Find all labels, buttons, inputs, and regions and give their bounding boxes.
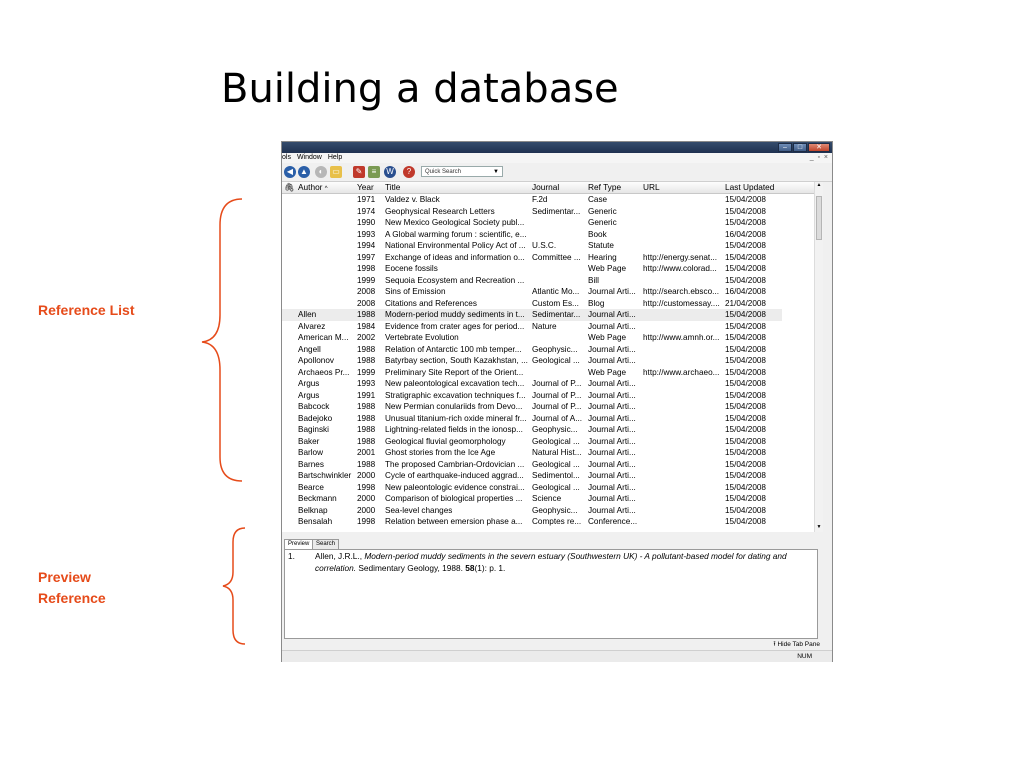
cell-last-updated: 15/04/2008	[725, 379, 766, 388]
preview-authors: Allen, J.R.L.,	[315, 551, 363, 561]
cell-title: Relation between emersion phase a...	[385, 517, 523, 526]
table-row[interactable]	[282, 459, 782, 471]
cell-ref-type: Journal Arti...	[588, 287, 636, 296]
table-row[interactable]	[282, 344, 782, 356]
cell-title: Modern-period muddy sediments in t...	[385, 310, 525, 319]
menu-bar	[282, 153, 832, 163]
cell-year: 2008	[357, 298, 376, 308]
cell-last-updated: 15/04/2008	[725, 471, 766, 480]
cell-journal: Natural Hist...	[532, 448, 582, 457]
cell-ref-type: Conference...	[588, 517, 638, 526]
cell-year: 2002	[357, 333, 376, 342]
cell-author: Allen	[298, 310, 317, 319]
cell-year: 1988	[357, 459, 376, 469]
cell-url: http://customessay....	[643, 298, 720, 308]
cell-title: Valdez v. Black	[385, 195, 440, 204]
table-row[interactable]	[282, 482, 782, 494]
cell-author: Archaeos Pr...	[298, 367, 350, 377]
cell-journal: Journal of A...	[532, 413, 583, 423]
cell-last-updated: 15/04/2008	[725, 517, 766, 526]
cell-year: 2000	[357, 471, 376, 480]
cell-title: Vertebrate Evolution	[385, 333, 459, 342]
cell-last-updated: 16/04/2008	[725, 229, 766, 239]
cell-url: http://www.amnh.or...	[643, 333, 720, 342]
cell-ref-type: Journal Arti...	[588, 321, 636, 331]
preview-number: 1.	[288, 551, 295, 561]
menu-help[interactable]: Help	[327, 154, 343, 161]
cell-journal: Geophysic...	[532, 425, 578, 434]
cell-journal: Geological ...	[532, 482, 580, 492]
cell-title: Lightning-related fields in the ionosp...	[385, 425, 523, 434]
scroll-up-icon[interactable]: ▲	[816, 182, 822, 188]
reference-list-brace	[196, 195, 246, 485]
cell-title: Cycle of earthquake-induced aggrad...	[385, 471, 524, 480]
cell-year: 1998	[357, 264, 376, 273]
cell-url: http://search.ebsco...	[643, 287, 720, 296]
cell-url: http://energy.senat...	[643, 252, 718, 262]
cell-last-updated: 15/04/2008	[725, 321, 766, 331]
scroll-thumb[interactable]	[816, 196, 822, 240]
table-row[interactable]	[282, 240, 782, 252]
cell-year: 1988	[357, 344, 376, 354]
cell-year: 1997	[357, 252, 376, 262]
cell-year: 1988	[357, 425, 376, 434]
table-row[interactable]	[282, 413, 782, 425]
cell-author: Argus	[298, 390, 320, 400]
cell-journal: F.2d	[532, 195, 548, 204]
cell-last-updated: 15/04/2008	[725, 241, 766, 250]
cell-ref-type: Journal Arti...	[588, 448, 636, 457]
cell-year: 1991	[357, 390, 376, 400]
cell-title: Citations and References	[385, 298, 477, 308]
cell-author: Beckmann	[298, 494, 337, 503]
table-row[interactable]	[282, 516, 782, 528]
table-row[interactable]	[282, 252, 782, 264]
cell-title: Unusual titanium-rich oxide mineral fr...	[385, 413, 527, 423]
cell-title: The proposed Cambrian-Ordovician ...	[385, 459, 525, 469]
cell-ref-type: Web Page	[588, 264, 627, 273]
cell-title: National Environmental Policy Act of ...	[385, 241, 526, 250]
cell-ref-type: Statute	[588, 241, 614, 250]
preview-journal: Sedimentary Geology, 1988.	[358, 562, 463, 573]
table-row[interactable]	[282, 286, 782, 298]
cell-last-updated: 15/04/2008	[725, 482, 766, 492]
cell-year: 1988	[357, 413, 376, 423]
cell-title: A Global warming forum : scientific, e...	[385, 229, 527, 239]
cell-last-updated: 15/04/2008	[725, 264, 766, 273]
cell-title: Batyrbay section, South Kazakhstan, ...	[385, 356, 528, 365]
preview-volume: 58	[465, 562, 475, 573]
menu-tools[interactable]: ols	[282, 154, 291, 161]
cell-title: Sins of Emission	[385, 287, 446, 296]
attachment-column-icon[interactable]: 🖇	[284, 182, 295, 192]
cell-author: Angell	[298, 344, 321, 354]
tab-search[interactable]: Search	[312, 539, 339, 550]
cell-ref-type: Journal Arti...	[588, 494, 636, 503]
close-button[interactable]: ✕	[808, 143, 830, 152]
cell-ref-type: Generic	[588, 206, 617, 216]
cell-title: New Permian conulariids from Devo...	[385, 402, 523, 411]
cell-year: 1993	[357, 379, 376, 388]
cell-title: New paleontological excavation tech...	[385, 379, 525, 388]
cell-ref-type: Journal Arti...	[588, 505, 636, 515]
table-row[interactable]	[282, 505, 782, 517]
preview-issue-pages: (1): p. 1.	[474, 562, 506, 573]
cell-year: 1971	[357, 195, 376, 204]
cell-ref-type: Journal Arti...	[588, 425, 636, 434]
format-bibliography-icon[interactable]: ≡	[368, 166, 380, 178]
table-row[interactable]	[282, 263, 782, 275]
minimize-button[interactable]: –	[778, 143, 792, 152]
column-header-last-updated[interactable]: Last Updated	[725, 182, 775, 192]
preview-reference-brace	[219, 526, 249, 648]
cell-year: 2008	[357, 287, 376, 296]
column-header-title[interactable]: Title	[385, 182, 401, 192]
cell-last-updated: 15/04/2008	[725, 425, 766, 434]
table-row[interactable]	[282, 206, 782, 218]
cell-last-updated: 15/04/2008	[725, 252, 766, 262]
chevron-down-icon: ▼	[493, 169, 499, 175]
help-icon[interactable]: ?	[403, 166, 415, 178]
table-row[interactable]	[282, 401, 782, 413]
reference-list-header	[282, 182, 822, 194]
table-row[interactable]	[282, 424, 782, 436]
preview-reference-label-line2: Reference	[38, 590, 106, 606]
cell-journal: Geological ...	[532, 356, 580, 365]
table-row[interactable]	[282, 367, 782, 379]
cell-title: Exchange of ideas and information o...	[385, 252, 525, 262]
cell-author: Baginski	[298, 425, 329, 434]
column-header-ref-type[interactable]: Ref Type	[588, 182, 622, 192]
preview-pane	[284, 549, 818, 639]
cell-ref-type: Journal Arti...	[588, 471, 636, 480]
cell-ref-type: Web Page	[588, 367, 627, 377]
cell-author: American M...	[298, 333, 349, 342]
reference-list	[282, 182, 822, 532]
table-row[interactable]	[282, 309, 782, 321]
cell-year: 1994	[357, 241, 376, 250]
cell-journal: Custom Es...	[532, 298, 579, 308]
word-icon[interactable]: W	[384, 166, 396, 178]
up-arrow-icon: ⭱	[773, 641, 776, 648]
cell-author: Barlow	[298, 448, 324, 457]
cell-ref-type: Blog	[588, 298, 605, 308]
cell-ref-type: Journal Arti...	[588, 402, 636, 411]
table-row[interactable]	[282, 321, 782, 333]
window-titlebar	[282, 142, 832, 153]
cell-last-updated: 15/04/2008	[725, 333, 766, 342]
cell-year: 1988	[357, 402, 376, 411]
cell-author: Bensalah	[298, 517, 333, 526]
cell-journal: Geophysic...	[532, 344, 578, 354]
cell-ref-type: Journal Arti...	[588, 379, 636, 388]
cell-year: 1988	[357, 310, 376, 319]
cell-journal: Sedimentol...	[532, 471, 580, 480]
cell-journal: Sedimentar...	[532, 310, 581, 319]
menu-window[interactable]: Window	[296, 154, 322, 161]
preview-reference-label	[38, 567, 106, 609]
cell-journal: Science	[532, 494, 562, 503]
cell-year: 1984	[357, 321, 376, 331]
cell-title: Evidence from crater ages for period...	[385, 321, 525, 331]
cell-journal: Geological ...	[532, 436, 580, 446]
cell-title: Eocene fossils	[385, 264, 438, 273]
cell-author: Baker	[298, 436, 320, 446]
table-row[interactable]	[282, 194, 782, 206]
table-row[interactable]	[282, 436, 782, 448]
cell-journal: Geophysic...	[532, 505, 578, 515]
table-row[interactable]	[282, 447, 782, 459]
cell-title: Ghost stories from the Ice Age	[385, 448, 496, 457]
table-row[interactable]	[282, 493, 782, 505]
mdi-controls[interactable]: _ ▫ ×	[809, 154, 828, 161]
cell-journal: Committee ...	[532, 252, 581, 262]
cell-author: Belknap	[298, 505, 328, 515]
cell-title: Geophysical Research Letters	[385, 206, 495, 216]
maximize-button[interactable]: □	[793, 143, 807, 152]
folder-icon[interactable]: ▭	[330, 166, 342, 178]
table-row[interactable]	[282, 298, 782, 310]
cell-ref-type: Journal Arti...	[588, 356, 636, 365]
cell-journal: Journal of P...	[532, 402, 582, 411]
cell-last-updated: 15/04/2008	[725, 494, 766, 503]
table-row[interactable]	[282, 470, 782, 482]
cell-last-updated: 15/04/2008	[725, 206, 766, 216]
cell-ref-type: Generic	[588, 218, 617, 227]
cell-last-updated: 15/04/2008	[725, 367, 766, 377]
table-row[interactable]	[282, 390, 782, 402]
cell-ref-type: Hearing	[588, 252, 617, 262]
cell-title: Sea-level changes	[385, 505, 453, 515]
column-header-author[interactable]: Author ^	[298, 182, 328, 192]
cell-ref-type: Journal Arti...	[588, 390, 636, 400]
cell-author: Bartschwinkler	[298, 471, 352, 480]
table-row[interactable]	[282, 332, 782, 344]
tab-preview[interactable]: Preview	[284, 539, 313, 550]
cell-year: 1988	[357, 356, 376, 365]
cell-title: Preliminary Site Report of the Orient...	[385, 367, 524, 377]
cell-title: Comparison of biological properties ...	[385, 494, 523, 503]
cell-journal: Geological ...	[532, 459, 580, 469]
cell-ref-type: Book	[588, 229, 607, 239]
cell-year: 1998	[357, 517, 376, 526]
table-row[interactable]	[282, 275, 782, 287]
cell-last-updated: 15/04/2008	[725, 448, 766, 457]
cell-last-updated: 15/04/2008	[725, 195, 766, 204]
column-header-journal[interactable]: Journal	[532, 182, 560, 192]
cell-author: Babcock	[298, 402, 330, 411]
cell-ref-type: Web Page	[588, 333, 627, 342]
toolbar	[282, 163, 832, 182]
cell-last-updated: 15/04/2008	[725, 356, 766, 365]
quick-search-dropdown[interactable]	[421, 166, 503, 177]
reference-list-label: Reference List	[38, 302, 135, 318]
cell-journal: Atlantic Mo...	[532, 287, 580, 296]
cell-title: Sequoia Ecosystem and Recreation ...	[385, 275, 525, 285]
cell-author: Alvarez	[298, 321, 326, 331]
hide-tab-pane-button[interactable]	[773, 640, 820, 650]
hide-tab-pane-label: Hide Tab Pane	[777, 641, 820, 648]
cell-year: 1990	[357, 218, 376, 227]
cell-url: http://www.archaeo...	[643, 367, 720, 377]
cell-year: 1999	[357, 367, 376, 377]
cell-year: 1993	[357, 229, 376, 239]
cell-last-updated: 21/04/2008	[725, 298, 766, 308]
status-bar	[282, 650, 832, 662]
cell-ref-type: Journal Arti...	[588, 413, 636, 423]
cell-title: New Mexico Geological Society publ...	[385, 218, 525, 227]
column-header-url[interactable]: URL	[643, 182, 660, 192]
preview-reference-label-line1: Preview	[38, 569, 91, 585]
num-lock-indicator: NUM	[797, 653, 812, 660]
cell-ref-type: Journal Arti...	[588, 459, 636, 469]
endnote-window	[281, 141, 833, 662]
cell-year: 1974	[357, 206, 376, 216]
cell-last-updated: 15/04/2008	[725, 275, 766, 285]
cell-year: 2000	[357, 494, 376, 503]
cell-title: Geological fluvial geomorphology	[385, 436, 506, 446]
slide-title: Building a database	[221, 66, 619, 112]
cell-year: 1998	[357, 482, 376, 492]
back-icon[interactable]: ◀	[284, 166, 296, 178]
insert-citation-icon[interactable]: ✎	[353, 166, 365, 178]
cell-journal: Journal of P...	[532, 390, 582, 400]
cell-title: Stratigraphic excavation techniques f...	[385, 390, 526, 400]
cell-journal: Journal of P...	[532, 379, 582, 388]
cell-ref-type: Case	[588, 195, 608, 204]
table-row[interactable]	[282, 217, 782, 229]
cell-title: New paleontologic evidence constrai...	[385, 482, 525, 492]
cell-author: Bearce	[298, 482, 324, 492]
cell-ref-type: Journal Arti...	[588, 344, 636, 354]
cell-ref-type: Journal Arti...	[588, 310, 636, 319]
cell-journal: Sedimentar...	[532, 206, 581, 216]
cell-last-updated: 15/04/2008	[725, 310, 766, 319]
cell-author: Argus	[298, 379, 320, 388]
cell-journal: Nature	[532, 321, 557, 331]
cell-last-updated: 16/04/2008	[725, 287, 766, 296]
cell-author: Barnes	[298, 459, 324, 469]
cell-last-updated: 15/04/2008	[725, 390, 766, 400]
cell-title: Relation of Antarctic 100 mb temper...	[385, 344, 522, 354]
cell-journal: Comptes re...	[532, 517, 582, 526]
column-header-year[interactable]: Year	[357, 182, 374, 192]
online-search-icon[interactable]: ◐	[315, 166, 327, 178]
cell-year: 1988	[357, 436, 376, 446]
cell-ref-type: Bill	[588, 275, 599, 285]
table-row[interactable]	[282, 355, 782, 367]
cell-author: Apollonov	[298, 356, 334, 365]
tab-pane-bar	[282, 640, 832, 650]
cell-last-updated: 15/04/2008	[725, 505, 766, 515]
cell-year: 1999	[357, 275, 376, 285]
forward-icon[interactable]: ▲	[298, 166, 310, 178]
cell-url: http://www.colorad...	[643, 264, 717, 273]
cell-ref-type: Journal Arti...	[588, 436, 636, 446]
cell-last-updated: 15/04/2008	[725, 436, 766, 446]
cell-year: 2001	[357, 448, 376, 457]
cell-last-updated: 15/04/2008	[725, 344, 766, 354]
cell-journal: U.S.C.	[532, 241, 557, 250]
cell-ref-type: Journal Arti...	[588, 482, 636, 492]
preview-citation	[315, 551, 810, 574]
cell-last-updated: 15/04/2008	[725, 459, 766, 469]
cell-year: 2000	[357, 505, 376, 515]
scroll-down-icon[interactable]: ▼	[816, 524, 822, 530]
quick-search-text: Quick Search	[425, 169, 462, 175]
cell-last-updated: 15/04/2008	[725, 402, 766, 411]
table-row[interactable]	[282, 229, 782, 241]
cell-last-updated: 15/04/2008	[725, 413, 766, 423]
table-row[interactable]	[282, 378, 782, 390]
cell-author: Badejoko	[298, 413, 333, 423]
preview-title: Modern-period muddy sediments in the severn estuary (Southwestern UK) - A pollutant-based model for dating and correlation.	[315, 551, 787, 573]
vertical-scrollbar[interactable]	[814, 182, 823, 532]
cell-last-updated: 15/04/2008	[725, 218, 766, 227]
